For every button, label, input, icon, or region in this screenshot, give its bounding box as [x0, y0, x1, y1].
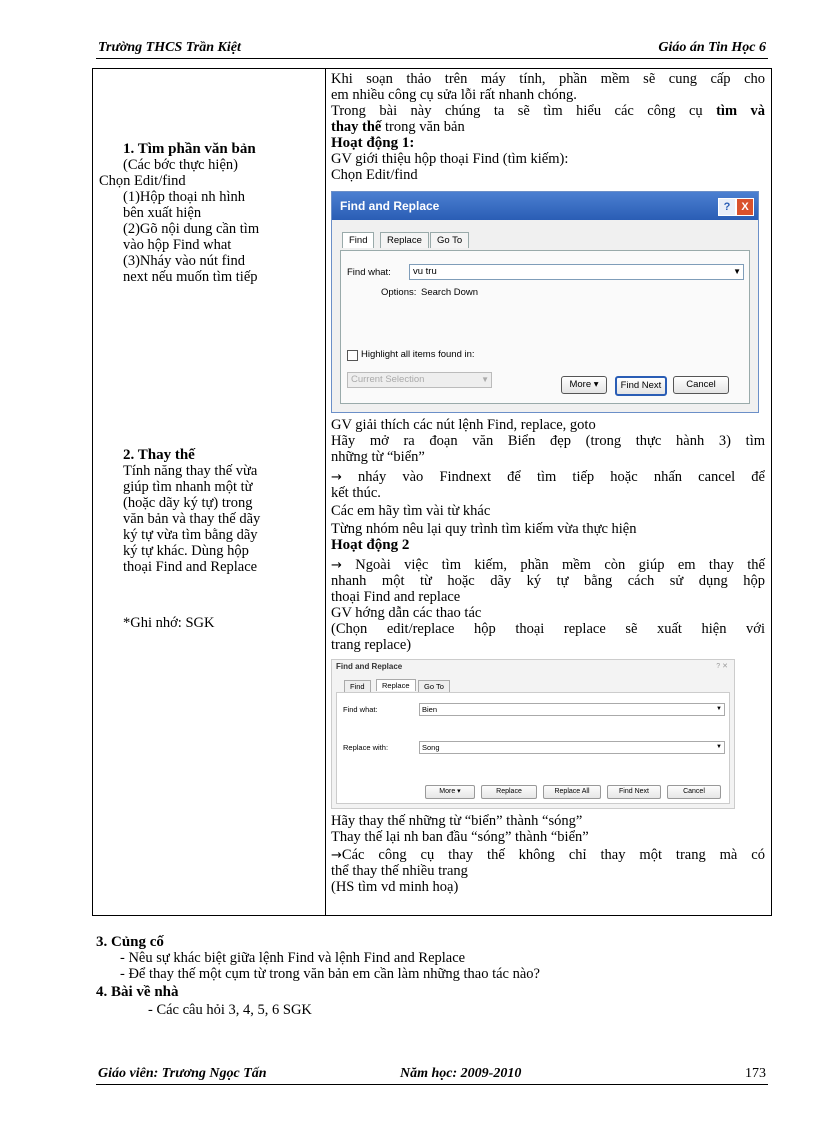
- right-text: GV hớng dẫn các thao tác: [331, 605, 482, 621]
- right-text: GV giới thiệu hộp thoại Find (tìm kiếm):: [331, 151, 569, 167]
- right-text: (HS tìm vd minh hoạ): [331, 879, 459, 895]
- dialog-titlebar: [332, 192, 758, 220]
- chevron-down-icon: ▼: [481, 375, 489, 384]
- find-next-button[interactable]: Find Next: [607, 785, 661, 799]
- document-title: Giáo án Tin Học 6: [658, 40, 766, 55]
- chevron-down-icon[interactable]: ▼: [733, 267, 741, 276]
- tab-goto[interactable]: Go To: [430, 232, 469, 248]
- right-text: thoại Find and replace: [331, 589, 461, 605]
- left-text: vào hộp Find what: [123, 237, 232, 253]
- lesson-table: [92, 68, 772, 916]
- page-header: [96, 40, 768, 59]
- replace-panel: [336, 692, 730, 804]
- section-text: - Để thay thế một cụm từ trong văn bản em cần làm những thao tác nào?: [120, 966, 540, 982]
- tab-replace[interactable]: Replace: [376, 679, 416, 691]
- find-what-input[interactable]: Bien ▼: [419, 703, 725, 716]
- find-next-button[interactable]: Find Next: [615, 376, 667, 396]
- scope-select[interactable]: Current Selection ▼: [347, 372, 492, 388]
- memo-note: *Ghi nhớ: SGK: [123, 615, 215, 631]
- right-text: (Chọn edit/replace hộp thoại replace sẽ xuất hiện với: [331, 621, 765, 637]
- arrow-icon: →: [331, 558, 342, 573]
- left-text: Chọn Edit/find: [99, 173, 186, 189]
- cancel-button[interactable]: Cancel: [673, 376, 729, 394]
- page-number: 173: [745, 1066, 766, 1081]
- right-text: Trong bài này chúng ta sẽ tìm hiểu các công cụ tìm và: [331, 103, 765, 119]
- chevron-down-icon[interactable]: ▼: [716, 706, 722, 712]
- left-text: giúp tìm nhanh một từ: [123, 479, 253, 495]
- right-text: Chọn Edit/find: [331, 167, 418, 183]
- tab-replace[interactable]: Replace: [380, 232, 429, 248]
- right-text: những từ “biển”: [331, 449, 425, 465]
- window-controls: ? ✕: [716, 663, 728, 670]
- right-text: Thay thế lại nh ban đầu “sóng” thành “biển”: [331, 829, 589, 845]
- left-text: (1)Hộp thoại nh hình: [123, 189, 246, 205]
- chevron-down-icon[interactable]: ▼: [716, 744, 722, 750]
- find-panel: [340, 250, 750, 404]
- find-dialog-screenshot: [331, 191, 759, 413]
- right-text: Các em hãy tìm vài từ khác: [331, 503, 491, 519]
- left-text: bên xuất hiện: [123, 205, 202, 221]
- more-button[interactable]: More ▾: [425, 785, 475, 799]
- more-button[interactable]: More ▾: [561, 376, 607, 394]
- right-text: kết thúc.: [331, 485, 381, 501]
- school-year: Năm học: 2009-2010: [400, 1066, 522, 1081]
- tab-goto[interactable]: Go To: [418, 680, 450, 692]
- highlight-checkbox[interactable]: [347, 350, 358, 361]
- left-text: Tính năng thay thế vừa: [123, 463, 258, 479]
- right-text: Hãy thay thế những từ “biển” thành “sóng”: [331, 813, 583, 829]
- replace-button[interactable]: Replace: [481, 785, 537, 799]
- right-text: thay thế trong văn bản: [331, 119, 465, 135]
- section-3-title: 3. Củng cố: [96, 934, 164, 950]
- right-text: → Ngoài việc tìm kiếm, phần mềm còn giúp em thay thế: [331, 557, 765, 573]
- section-2-title: 2. Thay thế: [123, 447, 195, 463]
- right-text: thể thay thế nhiều trang: [331, 863, 468, 879]
- left-text: (3)Nháy vào nút find: [123, 253, 246, 269]
- options-value: Search Down: [421, 287, 479, 298]
- find-what-label: Find what:: [347, 267, 391, 278]
- left-text: (hoặc dãy ký tự) trong: [123, 495, 253, 511]
- find-what-input[interactable]: vu tru ▼: [409, 264, 744, 280]
- tab-find[interactable]: Find: [342, 232, 374, 248]
- activity-2-heading: Hoạt động 2: [331, 537, 410, 553]
- section-4-title: 4. Bài về nhà: [96, 984, 179, 1000]
- highlight-label: Highlight all items found in:: [361, 349, 475, 360]
- left-text: văn bản và thay thế dãy: [123, 511, 261, 527]
- arrow-icon: →: [331, 848, 342, 863]
- right-text: nhanh một từ hoặc dãy ký tự bằng cách sử dụng hộp: [331, 573, 765, 589]
- right-text: em nhiều công cụ sửa lỗi rất nhanh chóng.: [331, 87, 577, 103]
- find-what-label: Find what:: [343, 705, 378, 714]
- school-name: Trường THCS Trần Kiệt: [98, 40, 241, 55]
- left-text: (Các bớc thực hiện): [123, 157, 238, 173]
- left-text: next nếu muốn tìm tiếp: [123, 269, 258, 285]
- replace-all-button[interactable]: Replace All: [543, 785, 601, 799]
- dialog-title: Find and Replace: [336, 662, 403, 671]
- left-text: ký tự vừa tìm bằng dãy: [123, 527, 258, 543]
- column-divider: [325, 69, 326, 915]
- left-text: (2)Gõ nội dung cần tìm: [123, 221, 260, 237]
- section-text: - Các câu hỏi 3, 4, 5, 6 SGK: [148, 1002, 312, 1018]
- right-text: trang replace): [331, 637, 412, 653]
- right-text: →Các công cụ thay thế không chỉ thay một trang mà có: [331, 847, 765, 863]
- left-text: ký tự khác. Dùng hộp: [123, 543, 249, 559]
- close-icon[interactable]: X: [736, 198, 754, 216]
- right-text: Khi soạn thảo trên máy tính, phần mềm sẽ cung cấp cho: [331, 71, 765, 87]
- replace-with-label: Replace with:: [343, 743, 389, 752]
- cancel-button[interactable]: Cancel: [667, 785, 721, 799]
- section-text: - Nêu sự khác biệt giữa lệnh Find và lệnh Find and Replace: [120, 950, 466, 966]
- replace-dialog-screenshot: [331, 659, 735, 809]
- page-footer: [96, 1066, 768, 1085]
- right-text: Từng nhóm nêu lại quy trình tìm kiếm vừa thực hiện: [331, 521, 637, 537]
- dialog-title: Find and Replace: [340, 199, 440, 213]
- teacher-name: Giáo viên: Trương Ngọc Tấn: [98, 1066, 267, 1081]
- activity-1-heading: Hoạt động 1:: [331, 135, 415, 151]
- arrow-icon: →: [331, 470, 342, 485]
- replace-with-input[interactable]: Song ▼: [419, 741, 725, 754]
- right-text: Hãy mở ra đoạn văn Biển đẹp (trong thực hành 3) tìm: [331, 433, 765, 449]
- help-icon[interactable]: ?: [718, 198, 736, 216]
- right-text: GV giải thích các nút lệnh Find, replace, goto: [331, 417, 596, 433]
- left-text: thoại Find and Replace: [123, 559, 258, 575]
- options-label: Options:: [381, 287, 417, 298]
- right-text: → nháy vào Findnext để tìm tiếp hoặc nhấn cancel để: [331, 469, 765, 485]
- section-1-title: 1. Tìm phần văn bản: [123, 141, 256, 157]
- tab-find[interactable]: Find: [344, 680, 371, 692]
